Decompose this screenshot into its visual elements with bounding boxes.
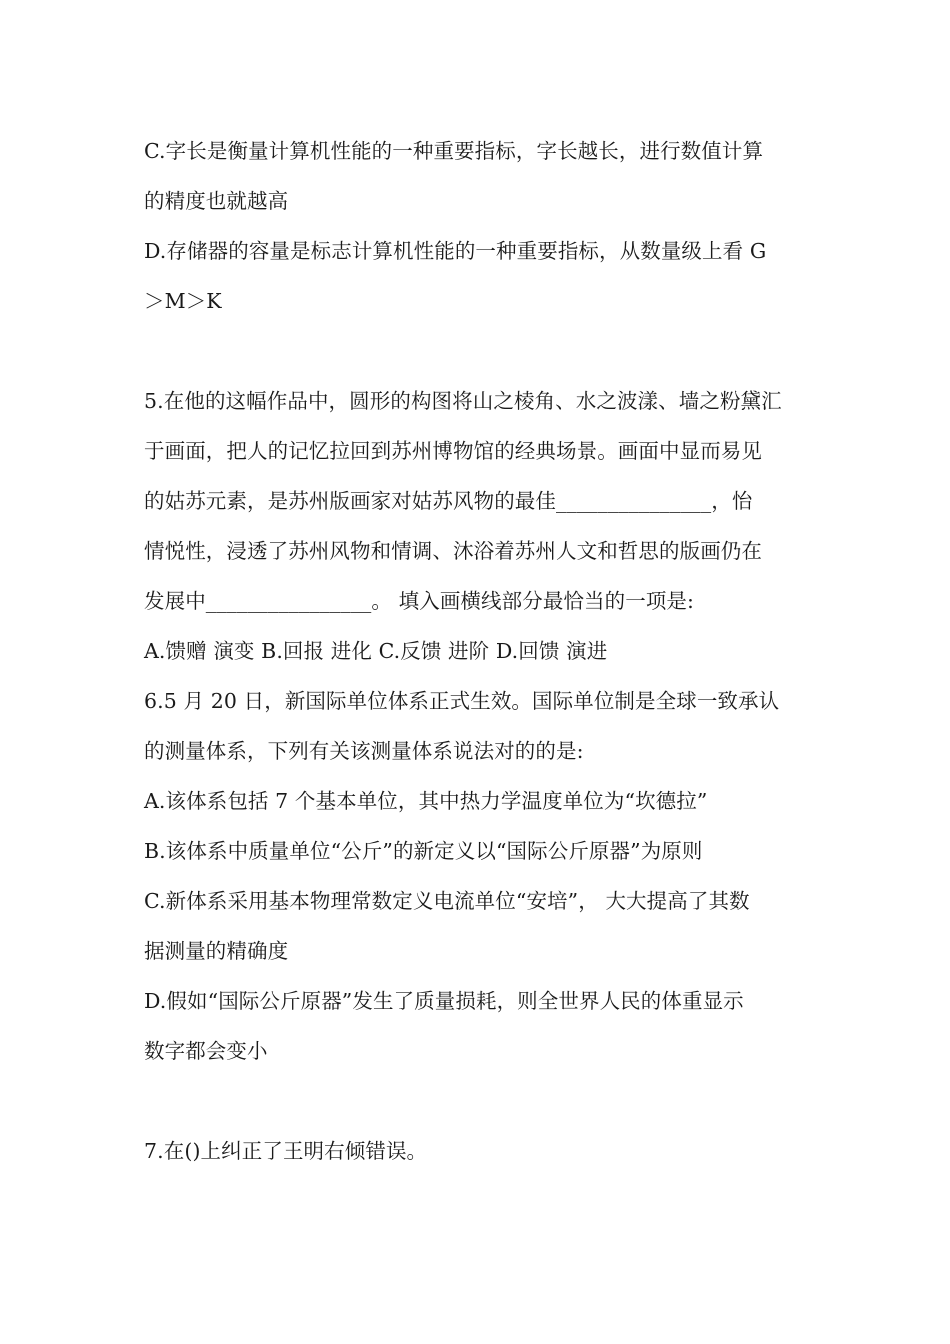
spacer [144,326,810,376]
q5-stem-line-5: 发展中________________。 填入画横线部分最恰当的一项是: [144,589,695,613]
q6-stem-line-2: 的测量体系，下列有关该测量体系说法对的的是: [144,739,584,763]
q6-option-d-line-2: 数字都会变小 [144,1039,268,1063]
q6-option-c-line-2: 据测量的精确度 [144,939,289,963]
q5-options: A.馈赠 演变 B.回报 进化 C.反馈 进阶 D.回馈 演进 [144,639,608,663]
q4-option-c-line-2: 的精度也就越高 [144,189,289,213]
q6-option-c-line-1: C.新体系采用基本物理常数定义电流单位“安培”， 大大提高了其数 [144,889,750,913]
q4-option-c-line-1: C.字长是衡量计算机性能的一种重要指标，字长越长，进行数值计算 [144,139,764,163]
q6-stem-line-1: 6.5 月 20 日，新国际单位体系正式生效。国际单位制是全球一致承认 [144,689,780,713]
q7-stem: 7.在()上纠正了王明右倾错误。 [144,1139,428,1163]
q5-stem-line-2: 于画面，把人的记忆拉回到苏州博物馆的经典场景。画面中显而易见 [144,439,762,463]
spacer [144,1076,810,1126]
document-page [144,126,810,1176]
q6-option-b: B.该体系中质量单位“公斤”的新定义以“国际公斤原器”为原则 [144,839,703,863]
q5-stem-line-1: 5.在他的这幅作品中，圆形的构图将山之棱角、水之波漾、墙之粉黛汇 [144,389,782,413]
q5-stem-line-3: 的姑苏元素，是苏州版画家对姑苏风物的最佳_______________，怡 [144,489,753,513]
q6-option-a: A.该体系包括 7 个基本单位，其中热力学温度单位为“坎德拉” [144,789,708,813]
q4-option-d-line-2: ＞M＞K [144,289,222,313]
q5-stem-line-4: 情悦性，浸透了苏州风物和情调、沐浴着苏州人文和哲思的版画仍在 [144,539,762,563]
q4-option-d-line-1: D.存储器的容量是标志计算机性能的一种重要指标，从数量级上看 G [144,239,767,263]
q6-option-d-line-1: D.假如“国际公斤原器”发生了质量损耗，则全世界人民的体重显示 [144,989,744,1013]
